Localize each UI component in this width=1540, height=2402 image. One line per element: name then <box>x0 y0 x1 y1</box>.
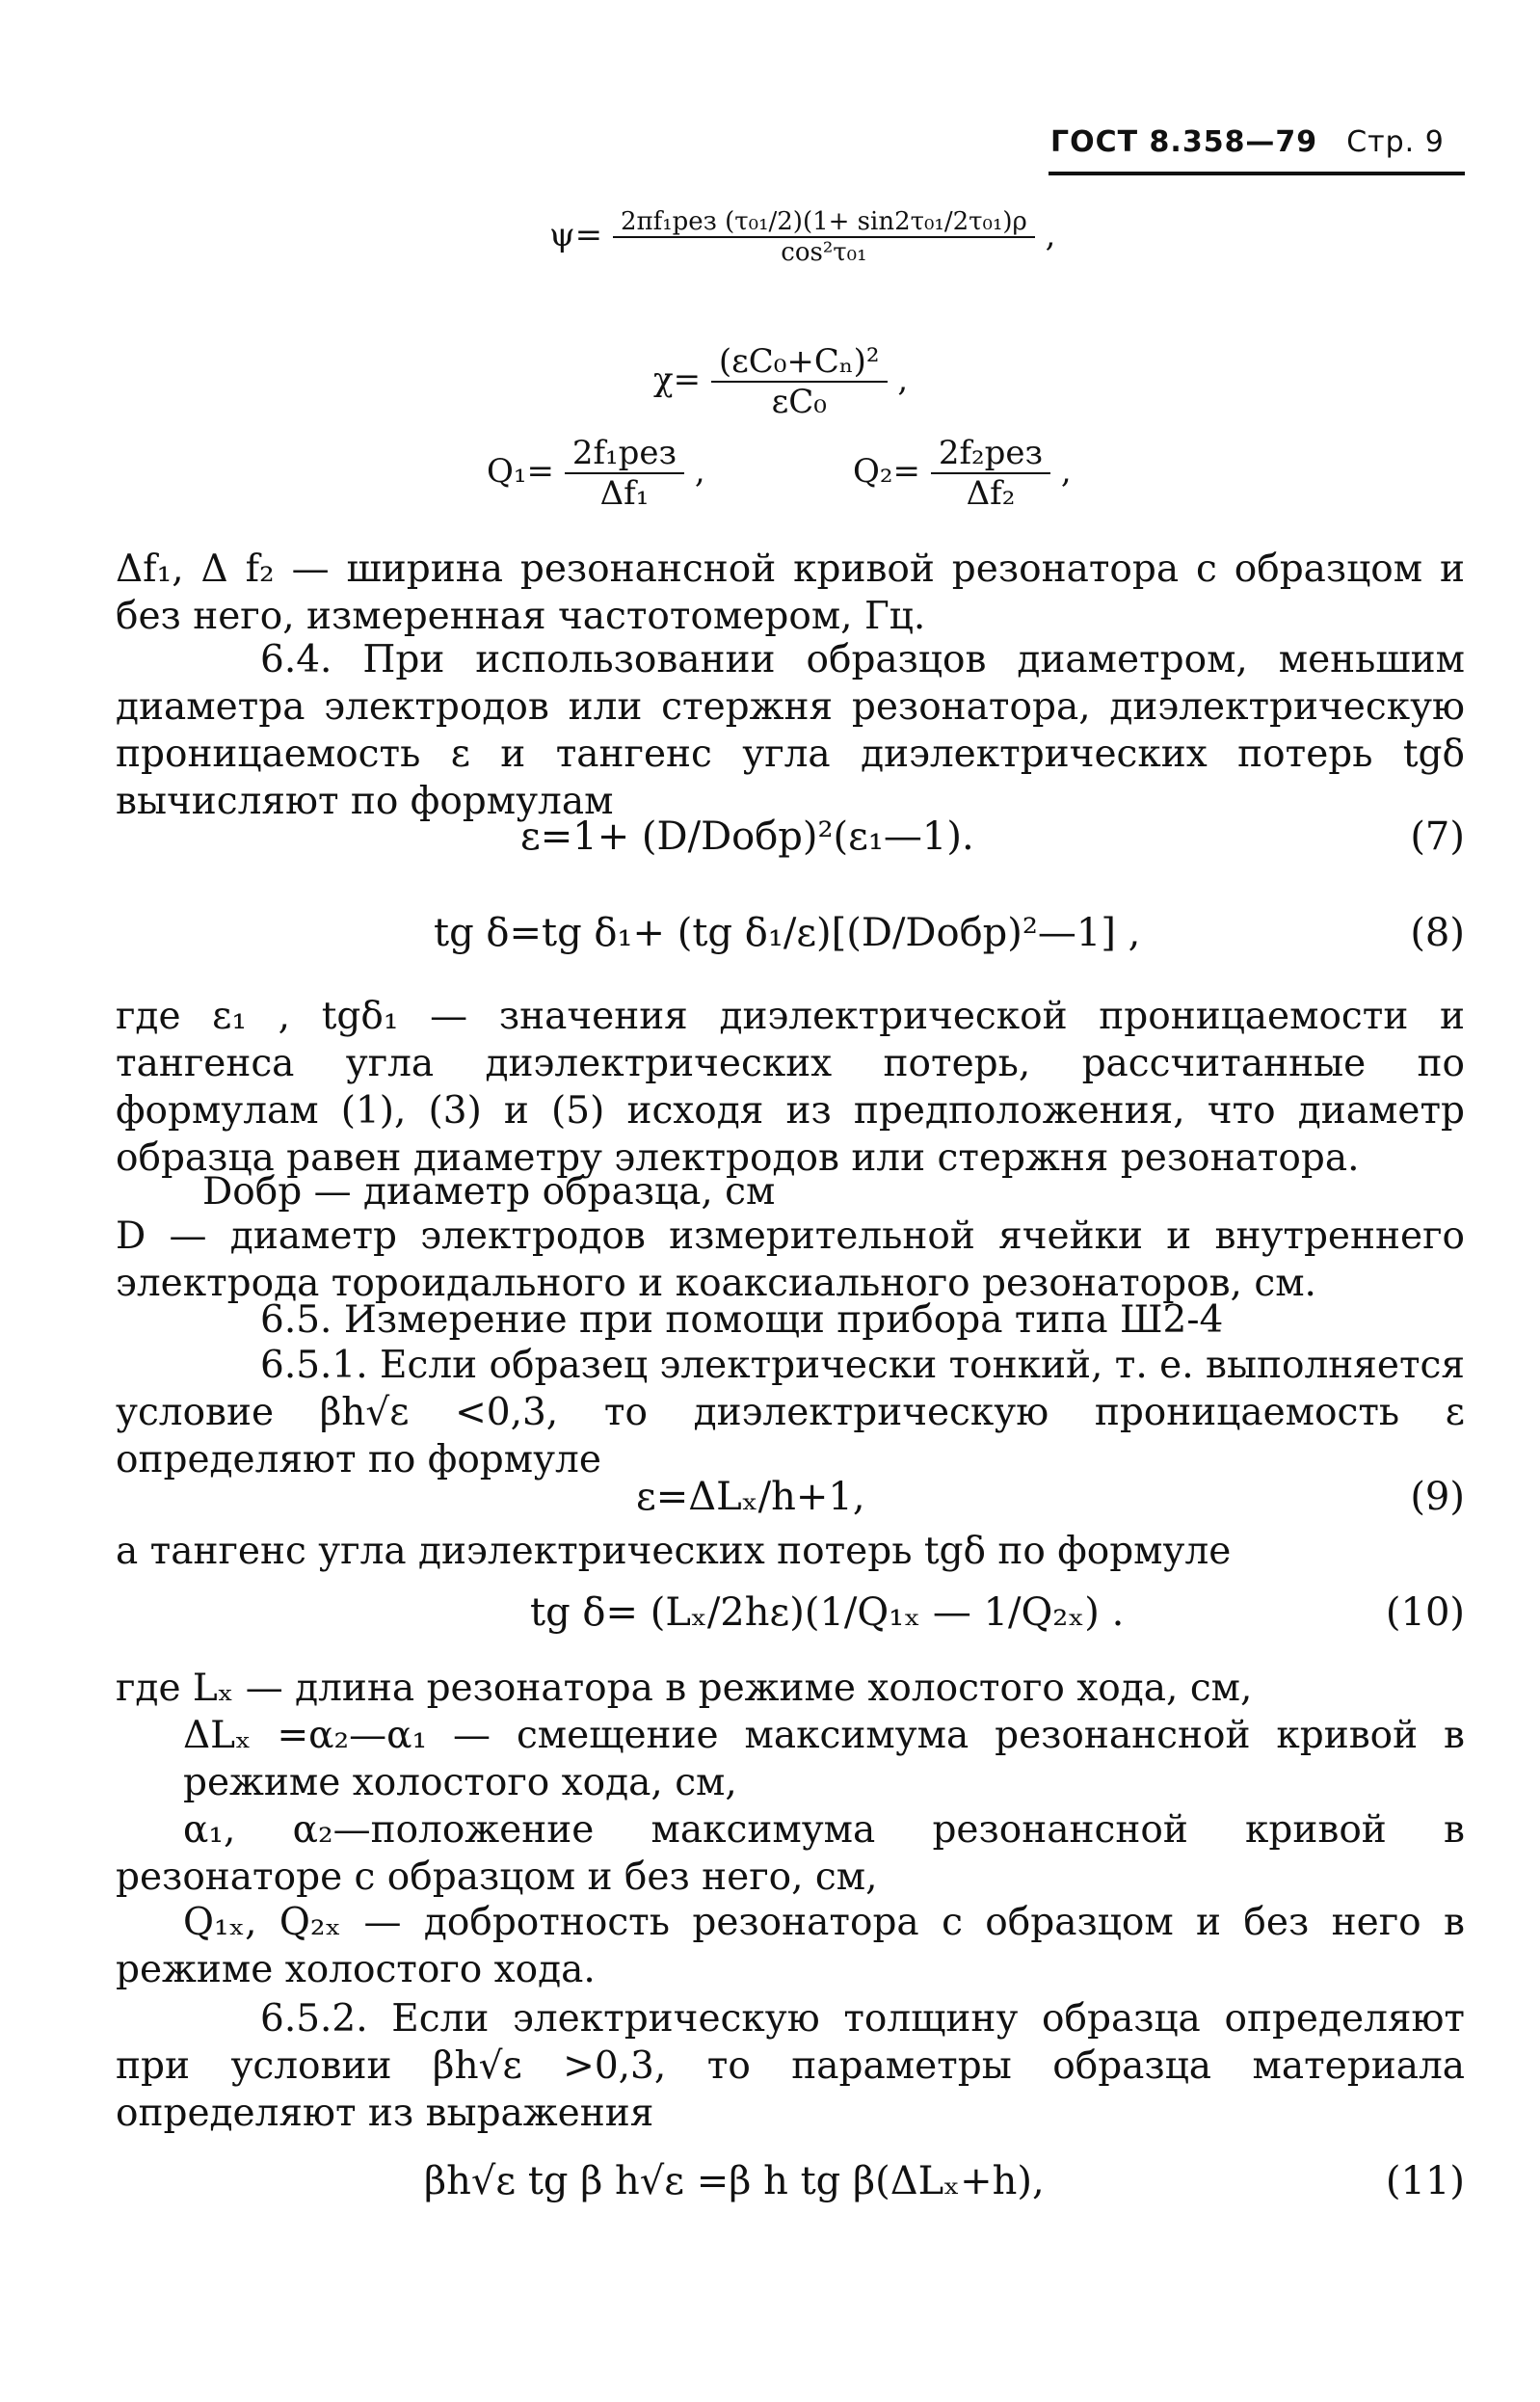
equation-8-number: (8) <box>1410 911 1465 955</box>
paragraph-where-eps1: где ε₁ , tgδ₁ — значения диэлектрической проницаемости и тангенса угла диэлектрических потерь, рассчитанные по формулам (1), (3) и (5) исходя из предположения, что диаметр образца равен диаметру электродов или стержня резонатора. <box>116 995 1465 1180</box>
paragraph-section-6-5-2: 6.5.2. Если электрическую толщину образца определяют при условии βh√ε >0,3, то параметры образца материала определяют из выражения <box>116 1997 1465 2135</box>
formula-psi-numerator: 2πf₁рез (τ₀₁/2)(1+ sin2τ₀₁/2τ₀₁)ρ <box>620 207 1027 236</box>
paragraph-section-6-5-1: 6.5.1. Если образец электрически тонкий, т. е. выполняется условие βh√ε <0,3, то диэлектрическую проницаемость ε определяют по формуле <box>116 1344 1465 1481</box>
formula-chi-denominator: εC₀ <box>711 381 888 421</box>
equation-8 <box>116 911 1465 978</box>
equation-10-number: (10) <box>1385 1590 1465 1635</box>
formula-psi-fraction <box>613 207 1035 267</box>
formula-q2-left: Q₂= <box>853 452 920 491</box>
formula-q1-fraction <box>565 434 684 513</box>
formula-q2-denominator: Δf₂ <box>931 472 1050 513</box>
header-rule <box>1049 172 1465 175</box>
formula-chi-numerator: (εC₀+Cₙ)² <box>718 342 880 381</box>
paragraph-loss-tangent-intro: а тангенс угла диэлектрических потерь tgδ по формуле <box>116 1530 1232 1573</box>
formula-q1-numerator: 2f₁рез <box>571 434 677 472</box>
equation-9-number: (9) <box>1410 1475 1465 1519</box>
paragraph-electrode-diameter: D — диаметр электродов измерительной ячейки и внутреннего электрода тороидального и коаксиального резонаторов, см. <box>116 1214 1465 1305</box>
formula-q2-fraction <box>931 434 1050 513</box>
paragraph-sample-diameter: Dобр — диаметр образца, см <box>202 1170 776 1214</box>
equation-7-number: (7) <box>1410 814 1465 859</box>
equation-9-expression: ε=ΔLₓ/h+1, <box>636 1475 865 1519</box>
formula-q2-numerator: 2f₂рез <box>938 434 1044 472</box>
equation-8-expression: tg δ=tg δ₁+ (tg δ₁/ε)[(D/Dобр)²—1] , <box>434 911 1141 955</box>
paragraph-bandwidth-definition: Δf₁, Δ f₂ — ширина резонансной кривой резонатора с образцом и без него, измеренная частотомером, Гц. <box>116 547 1465 638</box>
formula-psi: ψ= $\frac{\text{2πf₁рез (τ₀₁/2)(1+ sin2τ₀₁/2τ₀₁)ρ}}{\text{cos²τ₀₁}}$ , <box>549 207 1056 267</box>
formula-q1-left: Q₁= <box>487 452 554 491</box>
equation-10 <box>116 1590 1465 1658</box>
paragraph-where-lx: где Lₓ — длина резонатора в режиме холостого хода, см, <box>116 1667 1253 1710</box>
formula-psi-denominator: cos²τ₀₁ <box>613 236 1035 267</box>
equation-11-expression: βh√ε tg β h√ε =β h tg β(ΔLₓ+h), <box>424 2159 1045 2203</box>
paragraph-section-6-4: 6.4. При использовании образцов диаметром, меньшим диаметра электродов или стержня резонатора, диэлектрическую проницаемость ε и тангенс угла диэлектрических потерь tgδ вычисляют по формулам <box>116 638 1465 823</box>
formula-chi: χ= $\frac{\text{(εC₀+Cₙ)²}}{\text{εC₀}}$ , <box>653 342 909 421</box>
equation-11-number: (11) <box>1385 2159 1465 2203</box>
paragraph-section-6-5: 6.5. Измерение при помощи прибора типа Ш2-4 <box>260 1298 1224 1342</box>
equation-10-expression: tg δ= (Lₓ/2hε)(1/Q₁ₓ — 1/Q₂ₓ) . <box>530 1590 1125 1635</box>
formula-q1: Q₁= $\frac{\text{2f₁рез}}{\text{Δf₁}}$ , <box>487 434 705 513</box>
page-header <box>1050 125 1445 159</box>
formula-q2: Q₂= $\frac{\text{2f₂рез}}{\text{Δf₂}}$ , <box>853 434 1072 513</box>
formula-chi-left: χ= <box>653 360 702 399</box>
page-number: Стр. 9 <box>1346 125 1445 159</box>
formula-psi-left: ψ= <box>549 216 603 254</box>
equation-7 <box>116 814 1465 882</box>
equation-11 <box>116 2159 1465 2227</box>
paragraph-delta-lx: ΔLₓ =α₂—α₁ — смещение максимума резонансной кривой в режиме холостого хода, см, <box>183 1714 1465 1804</box>
formula-q1-denominator: Δf₁ <box>565 472 684 513</box>
paragraph-alpha: α₁, α₂—положение максимума резонансной кривой в резонаторе с образцом и без него, см, <box>116 1808 1465 1899</box>
formula-chi-fraction <box>711 342 888 421</box>
standard-number: ГОСТ 8.358—79 <box>1050 125 1318 159</box>
equation-7-expression: ε=1+ (D/Dобр)²(ε₁—1). <box>520 814 974 859</box>
paragraph-q-factor: Q₁ₓ, Q₂ₓ — добротность резонатора с образцом и без него в режиме холостого хода. <box>116 1901 1465 1991</box>
